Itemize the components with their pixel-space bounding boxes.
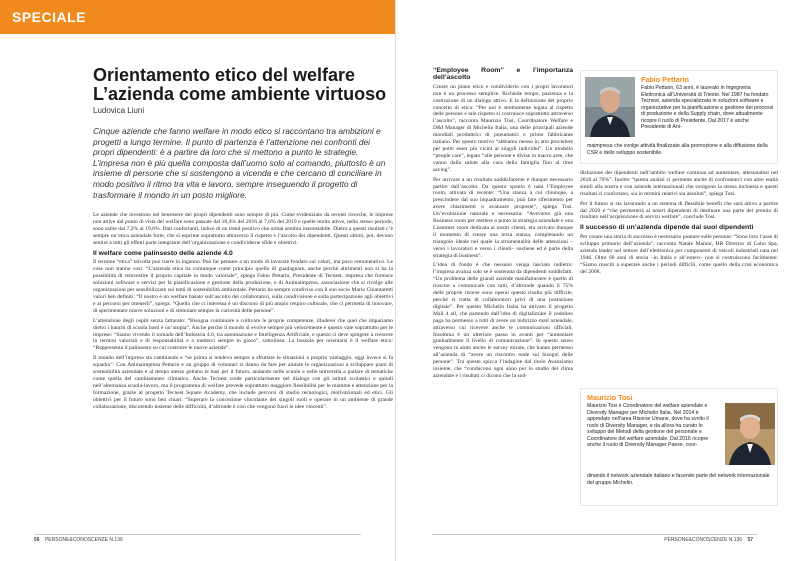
- bio-name: Maurizio Tosi: [587, 393, 633, 402]
- page-number: 57: [747, 537, 753, 543]
- subheading: Il successo di un’azienda dipende dai suoi dipendenti: [580, 224, 754, 232]
- section-label: SPECIALE: [12, 9, 87, 25]
- paragraph: L’idea di fondo è che nessuno venga lasciato indietro: l’impresa avanza solo se è sostenuta da dipendenti soddisfatti. “Un problema delle grandi aziende manifatturiere è quello di riuscire a comunicare con tutti, d’altronde quando il 75% delle proprie risorse sono operai questo risulta più difficile, perché si tratta di collaboratori privi di una postazione digitale”. Per questo Michelin Italia ha attivato il progetto Mail 4 all, che partendo dall’idea di digitalizzare il cedolino paga ha permesso a tutti di avere un indirizzo mail aziendale, attraverso cui ricevere anche le comunicazioni ufficiali. Insomma è un ulteriore passo in avanti per “aumentare gradualmente il livello di comunicazione”. In questo senso vengono in aiuto anche le survey mirate, che hanno permesso all’azienda di “avere un riscontro reale sui bisogni delle persone”. Tra queste spicca l’indagine dal titolo Avanziamo insieme, che “conducono ogni anno per lo studio del clima aziendale e i risultati ci dicono che la sod-: [433, 262, 573, 379]
- article-title-line2: L’azienda come ambiente virtuoso: [93, 84, 387, 104]
- paragraph: Per creare una storia di successo è necessario puntare sulle persone: “Sono loro l’asse di sviluppo primario dell’azienda”, racconta Natale Manini, HR Director di Cobo Spa, azienda leader nel settore dell’elettronica per componenti di veicoli industriali nata nel 1946. Oltre 60 anni di storia –in Italia e all’estero– non si costruiscono facilmente: “Siamo riusciti a superare anche i periodi difficili, come quello della crisi economica del 2008,: [580, 234, 778, 275]
- bio-name: Fabio Pettarin: [641, 75, 689, 84]
- paragraph: disfazione dei dipendenti nell’ambito welfare continua ad aumentare, attestandosi nel 2018 al 70%”. Inoltre “questa analisi ci permette anche di confrontarci con altre realtà simili alla nostra e con aziende internazionali che svolgono la stessa inchiesta e questi risultati ci confortano, sia in termini relativi sia assoluti”, spiega Tosi.: [580, 170, 778, 197]
- paragraph: Per arrivare a un risultato soddisfacente è dunque necessario partire dall’ascolto. Da questo spunto è nata l’Employee room, attivata di recente: “Una stanza a cui chiunque, a prescindere dal suo inquadramento, può fare riferimento per avere chiarimenti o avanzare proposte”, spiega Tosi. Un’evoluzione naturale e necessaria: “Avevamo già una Business room per mettere a punto la strategia aziendale e una Customer room dedicata ai nostri clienti, era arrivato dunque il momento di creare una terza stanza, completando un triangolo ideale nel quale la strumentalità delle attenzioni –verso i lavoratori e verso i clienti– sostiene ed è parte della strategia di business”.: [433, 176, 573, 259]
- portrait-photo-tosi: [725, 403, 775, 465]
- magazine-name: PERSONE&CONOSCENZE N.136: [664, 537, 743, 543]
- bio-text: Fabio Pettarin, 63 anni, è laureato in Ingegneria Elettronica all’Università di Trieste. Nel 1987 ha fondato Tecnest, azienda specializzata in soluzioni software e organizzative per la pianificazione e gestione dei processi di produzione e della Supply chain, dove attualmente ricopre il ruolo di Presidente. Dal 2017 è anche Presidente di Ani-: [641, 85, 774, 130]
- magazine-name: PERSONE&CONOSCENZE N.136: [44, 537, 123, 543]
- paragraph: Per il futuro si sta lavorando a un sistema di flessibile benefit che sarà attivo a partire dal 2020 e “che permetterà ai nostri dipendenti di destinare una parte del premio di risultato nell’acquisizione di servizi welfare”, conclude Tosi.: [580, 200, 778, 221]
- bio-text: Maurizio Tosi è Coordinatore del welfare aziendale e Diversity Manager per Michelin Italia. Nel 2014 è approdato nell’area Risorse Umane, dove ha svolto il ruolo di Diversity Manager, e da allora ha curato lo sviluppo dei Metodi della gestione del personale e Coordinatore del welfare aziendale. Dal 2016 ricopre anche il ruolo di Diversity Manager Paese, coor-: [587, 403, 709, 448]
- footer-left: [34, 537, 123, 543]
- paragraph: Creare un piano etico e condividerlo con i propri lavoratori non è un processo semplice. Richiede tempo, pazienza e la costruzione di un dialogo attivo. E la definizione del proprio concetto di etica: “Per noi è strettamente legata al rispetto delle persone e tale rispetto si costruisce soprattutto attraverso l’ascolto”, racconta Maurizio Tosi, Coordinatore Welfare e D&I Manager di Michelin Italia, una delle principali aziende mondiali produttrici di pneumatici e primo fabbricante italiano. Per questo motivo “abbiamo messo in atto procedure per poter esser più vicini ai singoli individui”. Un modello “people care”, legato “alle persone e divise in macro aree, che vanno dalla salute alla cura della famiglia fino al time saving”.: [433, 83, 573, 173]
- subheading: Il welfare come palinsesto delle aziende 4.0: [93, 249, 233, 257]
- bio-text-continued: maimpresa che svolge attività finalizzate alla promozione e alla diffusione della CSR e dello sviluppo sostenibile.: [587, 143, 768, 156]
- paragraph: L’attenzione degli ospiti senza fatturato: “Bisogna continuare a coltivare le proprie competenze, illuderei che quel che impariamo dietro i banchi di scuola basti è un’utopia”. Anche perché il mondo si evolve sempre più velocemente e questo vale soprattutto per le imprese: “Siamo vivendo il tornado dell’Industria 4.0, tra automazione e Intelligenza Artificiale, e questo ci deve spingere a crescere in termini valoriali e di responsabilità e a metterci sempre in gioco”, sottolinea. La bussola per orientarsi è il welfare etico: “Rappresenta il palinsesto su cui costruire le nuove aziende”.: [93, 317, 393, 352]
- footer-rule: [432, 534, 758, 535]
- article-body-right: [580, 170, 778, 279]
- left-page: [0, 0, 395, 561]
- bio-box-tosi: [580, 388, 778, 506]
- page-number: 56: [34, 537, 40, 543]
- footer-rule: [34, 534, 361, 535]
- portrait-photo-pettarin: [585, 77, 635, 137]
- subheading: “Employee Room” e l’importanza dell’ascolto: [433, 67, 573, 81]
- article-title: [93, 66, 393, 104]
- bio-box-pettarin: [580, 70, 778, 164]
- right-page: [395, 0, 791, 561]
- article-author: Ludovica Liuni: [93, 106, 145, 115]
- article-body-middle: [433, 68, 573, 383]
- article-lead: Cinque aziende che fanno welfare in modo etico si raccontano tra ambizioni e progetti a lungo termine. Il punto di partenza è l’attenzione nei confronti dei propri dipendenti: è a partire da loro che si mettono a punto le strategie. L’impresa non è più quella composta dall’uomo solo al comando, piuttosto è un insieme di persone che si sostengono a vicenda e che cercano di conciliare in modo positivo il ritmo tra vita e lavoro, sempre inseguendo il progetto di trasformare il mondo in un posto migliore.: [93, 126, 386, 200]
- bio-text-continued: dinando il network aziendale italiano e facendo parte del network internazionale del gruppo Michelin.: [587, 473, 770, 486]
- paragraph: Le aziende che investono nel benessere dei propri dipendenti sono sempre di più. Come evidenziato da recenti ricerche, le imprese non attive dal punto di vista del welfare sono passate dal 18,4% del 2016 al 7,6% del 2019 e quelle molto attive, nello stesso periodo, sono salite dal 7,2% al 19,6%. Dati confortanti, indice di un trend positivo che ormai sembra inarrestabile. Dietro a questi risultati c’è sempre un’etica aziendale forte, che si esprime soprattutto attraverso il rispetto e l’ascolto dei dipendenti. Questi ultimi, poi, devono sentire a tutti gli effetti parte integrante dell’organizzazione e condividerne sfide e obiettivi.: [93, 212, 393, 246]
- article-body-left: [93, 212, 393, 413]
- footer-right: [664, 537, 757, 543]
- paragraph: Il mondo dell’impresa sta cambiando e “se prima si tendeva sempre a sfruttare le situazioni a proprio vantaggio, oggi invece si fa squadra”. Con Animaimpresa Pettarin e un gruppo di volontari si danno da fare per aiutare le organizzazioni a sviluppare piani di sostenibilità aziendale e al tempo stesso gettano le basi per il futuro, andando nelle scuole e nelle università a parlare di tematiche come quella del cambiamento climatico. Anche Tecnest crede particolarmente nel dialogo con gli istituti scolastici e quindi nell’alternanza scuola-lavoro, ma il programma di welfare prevede soprattutto maggiore flessibilità per le mamme e attenzione per la formazione, grazie al progetto Tecnest Square Academy, che include percorsi di studio tecnologici, motivazionali ed etici. Gli obiettivi per il futuro sono ben chiari: “Superare la concezione vincolante dei singoli ruoli e operare in un ambiente di grande collaborazione, discutendo insieme delle difficoltà, d’altronde è così che vengono fuori le idee vincenti”.: [93, 355, 393, 410]
- paragraph: Il termine “etica” talvolta può trarre in inganno. Può far pensare a un modo di lavorare fondato sui valori, ma poco remunerativo. Le cose non stanno così: “L’azienda etica ha comunque come principio quello di guadagnare, anche perché altrimenti non si ha la possibilità di reinvestire il proprio capitale in modo valoriale”, spiega Fabio Pettarin, Presidente di Tecnest, impresa che fornisce soluzioni software e servizi per la pianificazione e gestione della produzione, e di Animaimpresa, associazione che si rivolge alle organizzazioni per sensibilizzare sui temi di sostenibilità ambientale. Pettarin ha sempre condiviso con il suo socio Mario Chiantaretti valori ben definiti: “Il nostro è un welfare basato sull’ascolto dei collaboratori, sulla condivisione e sulla partecipazione agli obiettivi e ai percorsi per ottenerli”, spiega. “Quello che ci interessa è un discorso di più ampio respiro culturale, che ci permetta di innovare, di sperimentare nuove soluzioni e di stimolare sempre la curiosità delle persone”.: [93, 259, 393, 314]
- article-title-line1: Orientamento etico del welfare: [93, 65, 356, 85]
